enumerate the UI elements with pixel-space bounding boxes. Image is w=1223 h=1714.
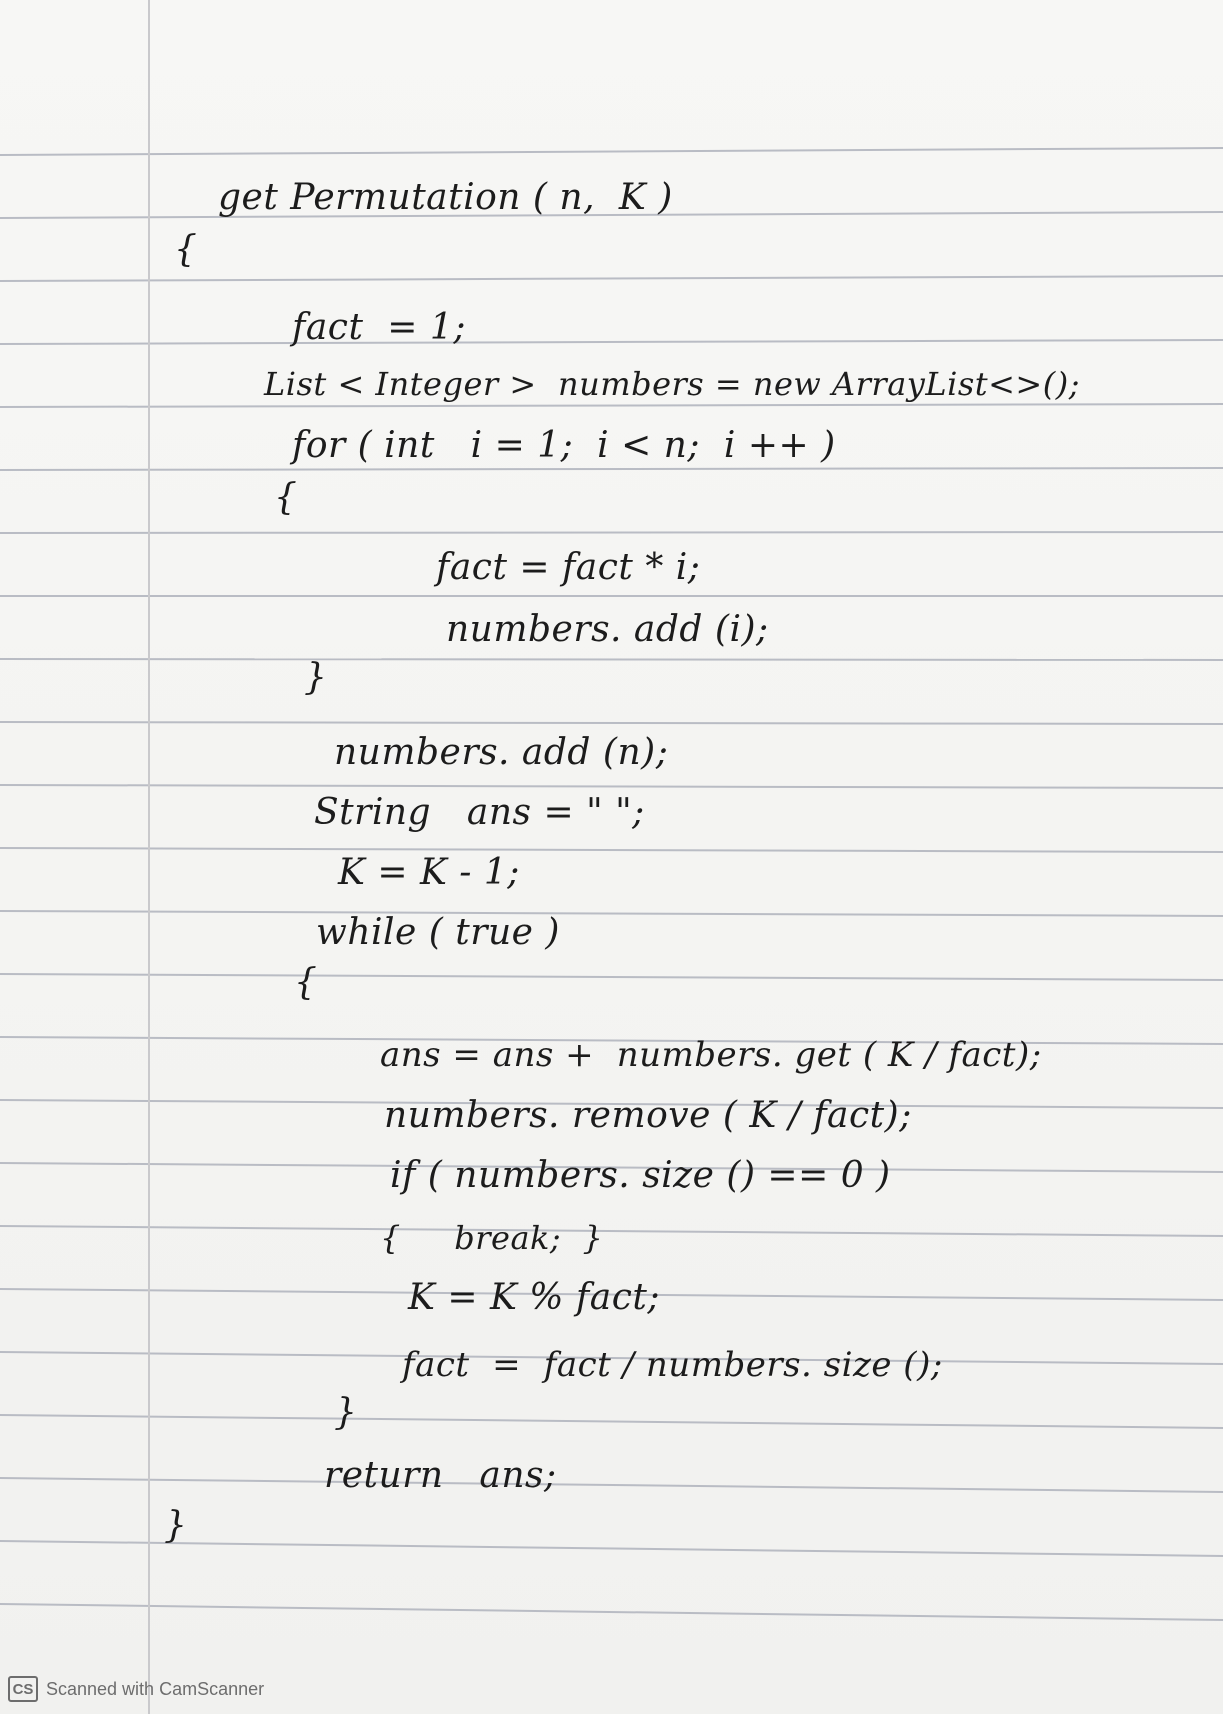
code-line-string-ans: String ans = " ";	[314, 792, 645, 833]
code-line-while: while ( true )	[316, 912, 560, 953]
code-line-list-decl: List < Integer > numbers = new ArrayList<>();	[264, 365, 1080, 403]
margin-line	[148, 0, 150, 1714]
code-line-open-brace: {	[174, 229, 198, 270]
code-line-numbers-add-i: numbers. add (i);	[446, 609, 769, 650]
code-line-while-close-brace: }	[334, 1392, 358, 1433]
code-line-for: for ( int i = 1; i < n; i ++ )	[292, 425, 836, 466]
code-line-numbers-remove: numbers. remove ( K / fact);	[384, 1095, 912, 1136]
camscanner-logo: CS	[8, 1676, 38, 1702]
scanner-watermark-text: Scanned with CamScanner	[46, 1678, 265, 1699]
code-line-while-open-brace: {	[294, 962, 318, 1003]
code-line-return: return ans;	[324, 1455, 557, 1496]
code-line-fact-init: fact = 1;	[292, 307, 466, 348]
code-line-ans-concat: ans = ans + numbers. get ( K / fact);	[380, 1035, 1042, 1075]
scanner-watermark	[8, 1676, 264, 1702]
code-line-for-close-brace: }	[304, 657, 328, 698]
code-line-close-brace: }	[164, 1505, 188, 1546]
code-line-signature: get Permutation ( n, K )	[218, 177, 673, 218]
code-line-break: { break; }	[380, 1219, 604, 1257]
code-line-numbers-add-n: numbers. add (n);	[334, 732, 669, 773]
code-line-k-mod: K = K % fact;	[408, 1277, 660, 1318]
code-line-k-decrement: K = K - 1;	[338, 852, 520, 893]
code-line-fact-divide: fact = fact / numbers. size ();	[402, 1345, 943, 1385]
code-line-for-open-brace: {	[274, 477, 298, 518]
code-line-fact-mult: fact = fact * i;	[436, 547, 701, 588]
code-line-if-size: if ( numbers. size () == 0 )	[390, 1155, 891, 1196]
